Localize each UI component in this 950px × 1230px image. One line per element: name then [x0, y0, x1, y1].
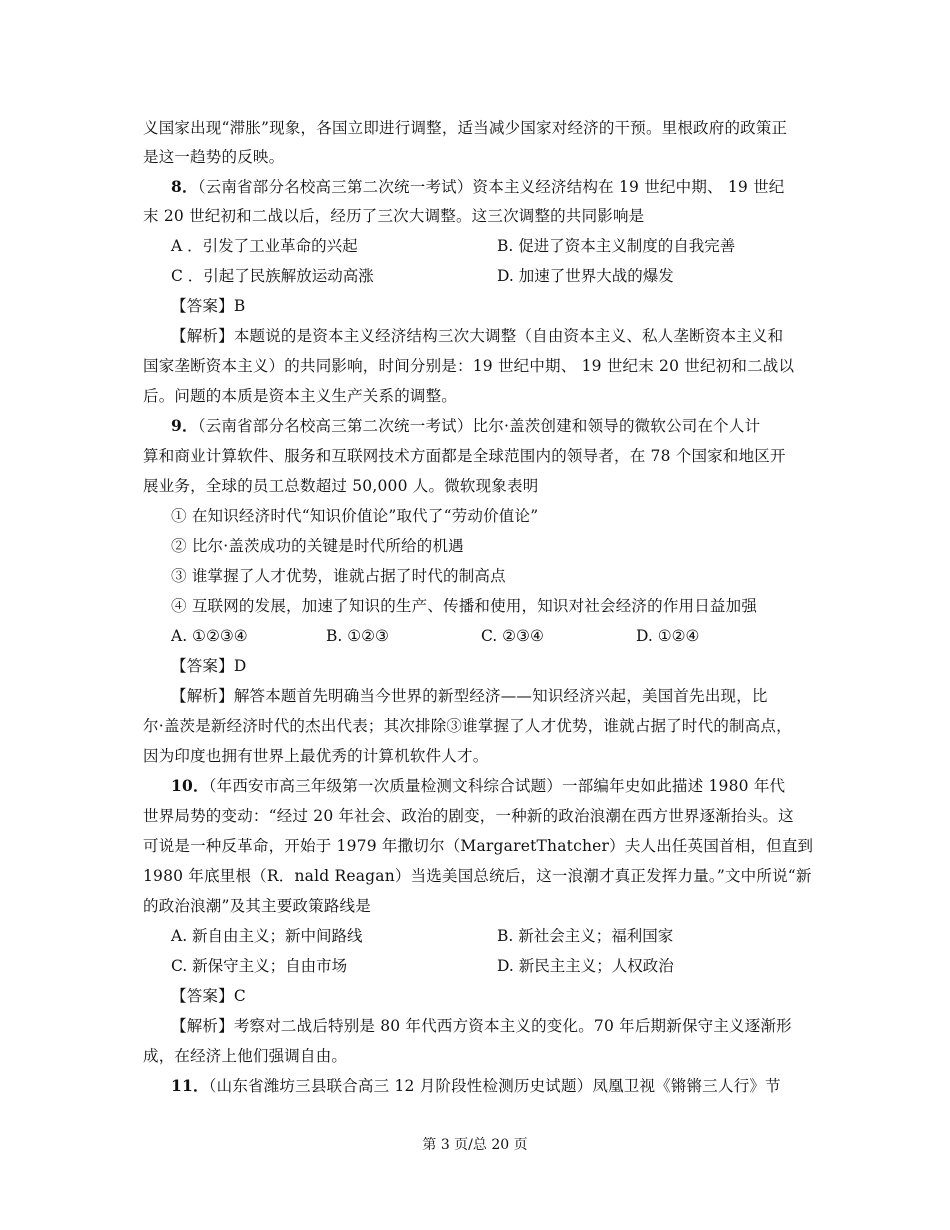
answer-line: [171, 986, 246, 1006]
option-d: D. 新民主主义；人权政治: [497, 957, 674, 975]
paragraph-line: 国家垄断资本主义）的共同影响，时间分别是：19 世纪中期、 19 世纪末 20 世纪初和二战以: [143, 357, 795, 375]
paragraph-line: 算和商业计算软件、服务和互联网技术方面都是全球范围内的领导者，在 78 个国家和地区开: [143, 447, 786, 465]
paragraph-line: 展业务，全球的员工总数超过 50,000 人。微软现象表明: [143, 477, 539, 495]
paragraph-line: 的政治浪潮”及其主要政策路线是: [143, 897, 371, 915]
paragraph-line: 末 20 世纪初和二战以后，经历了三次大调整。这三次调整的共同影响是: [143, 207, 645, 225]
analysis-text: 考察对二战后特别是 80 年代西方资本主义的变化。70 年后期新保守主义逐渐形: [233, 1017, 792, 1035]
paragraph-line: 是这一趋势的反映。: [143, 148, 285, 166]
analysis-label: 【解析】: [171, 687, 234, 705]
answer-label: 【答案】: [171, 657, 234, 675]
answer-value: B: [233, 297, 246, 315]
question-9-stem: [171, 416, 760, 436]
option-c: C. ②③④: [481, 627, 544, 645]
statement-item-4: ④ 互联网的发展，加速了知识的生产、传播和使用，知识对社会经济的作用日益加强: [171, 597, 758, 615]
option-c: C ．引起了民族解放运动高涨: [171, 267, 374, 285]
option-b: B. ①②③: [326, 627, 389, 645]
answer-value: D: [233, 657, 247, 675]
question-11-stem: [171, 1076, 781, 1096]
analysis-line: [171, 686, 768, 706]
analysis-line: [171, 326, 783, 346]
option-a: A. 新自由主义；新中间路线: [171, 927, 363, 945]
analysis-text: 解答本题首先明确当今世界的新型经济——知识经济兴起，美国首先出现，比: [233, 687, 768, 705]
paragraph-line: 成，在经济上他们强调自由。: [143, 1047, 348, 1065]
stem-text: （年西安市高三年级第一次质量检测文科综合试题）一部编年史如此描述 1980 年代: [208, 777, 786, 795]
stem-text: （云南省部分名校高三第二次统一考试）比尔·盖茨创建和领导的微软公司在个人计: [197, 417, 761, 435]
option-b: B. 新社会主义；福利国家: [497, 927, 674, 945]
answer-line: [171, 296, 245, 316]
question-number: 10．: [171, 776, 209, 795]
paragraph-line: 世界局势的变动：“经过 20 年社会、政治的剧变，一种新的政治浪潮在西方世界逐渐抬头。这: [143, 807, 794, 825]
paragraph-line: 1980 年底里根（R．nald Reagan）当选美国总统后，这一浪潮才真正发挥力量。”文中所说“新: [143, 867, 812, 885]
paragraph-line: 可说是一种反革命，开始于 1979 年撒切尔（MargaretThatcher）夫人出任英国首相，但直到: [143, 837, 814, 855]
option-d: D. ①②④: [636, 627, 700, 645]
answer-value: C: [233, 987, 246, 1005]
paragraph-line: 义国家出现“滞胀”现象，各国立即进行调整，适当减少国家对经济的干预。里根政府的政策正: [143, 119, 788, 137]
statement-item-1: ① 在知识经济时代“知识价值论”取代了“劳动价值论”: [171, 507, 539, 525]
option-a: A ．引发了工业革命的兴起: [171, 237, 358, 255]
question-number: 11．: [171, 1076, 209, 1095]
statement-item-2: ② 比尔·盖茨成功的关键是时代所给的机遇: [171, 537, 464, 555]
paragraph-line: 后。问题的本质是资本主义生产关系的调整。: [143, 387, 458, 405]
option-c: C. 新保守主义；自由市场: [171, 957, 348, 975]
paragraph-line: 因为印度也拥有世界上最优秀的计算机软件人才。: [143, 747, 489, 765]
analysis-text: 本题说的是资本主义经济结构三次大调整（自由资本主义、私人垄断资本主义和: [233, 327, 784, 345]
answer-label: 【答案】: [171, 297, 234, 315]
analysis-line: [171, 1016, 792, 1036]
stem-text: （山东省潍坊三县联合高三 12 月阶段性检测历史试题）凤凰卫视《锵锵三人行》节: [208, 1077, 781, 1095]
stem-text: （云南省部分名校高三第二次统一考试）资本主义经济结构在 19 世纪中期、 19 世纪: [197, 178, 785, 196]
question-8-stem: [171, 177, 785, 197]
answer-line: [171, 656, 246, 676]
question-number: 9．: [171, 416, 198, 435]
option-d: D. 加速了世界大战的爆发: [497, 267, 674, 285]
answer-label: 【答案】: [171, 987, 234, 1005]
analysis-label: 【解析】: [171, 1017, 234, 1035]
question-10-stem: [171, 776, 785, 796]
page-footer: 第 3 页/总 20 页: [422, 1137, 528, 1153]
option-b: B. 促进了资本主义制度的自我完善: [497, 237, 736, 255]
statement-item-3: ③ 谁掌握了人才优势，谁就占据了时代的制高点: [171, 567, 506, 585]
option-a: A. ①②③④: [171, 627, 248, 645]
question-number: 8．: [171, 177, 198, 196]
analysis-label: 【解析】: [171, 327, 234, 345]
paragraph-line: 尔·盖茨是新经济时代的杰出代表；其次排除③谁掌握了人才优势，谁就占据了时代的制高点，: [143, 717, 792, 735]
